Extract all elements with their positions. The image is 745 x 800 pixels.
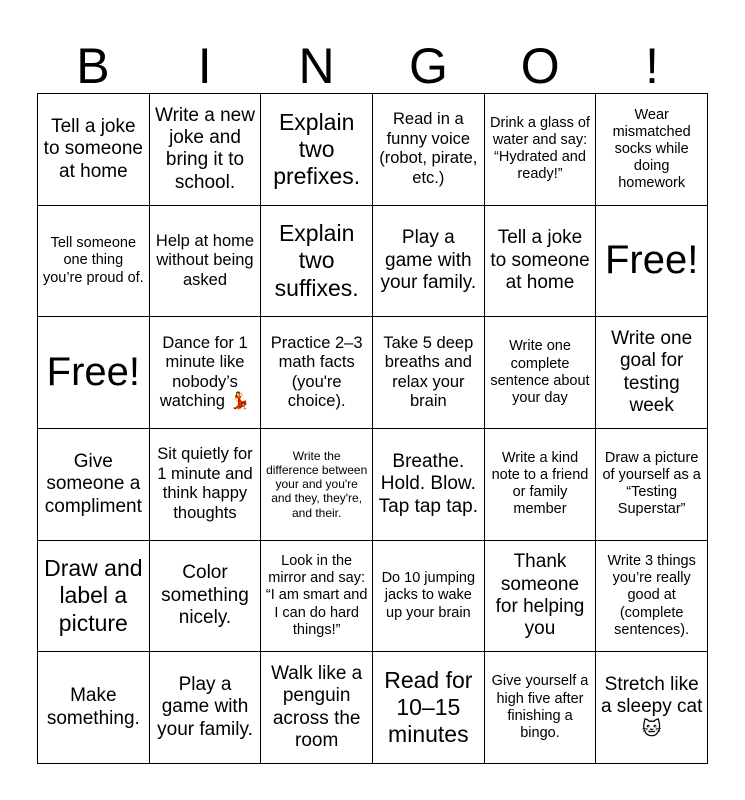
bingo-cell [150,652,262,764]
bingo-cell [38,429,150,541]
cell-text: Write 3 things you’re really good at (complete sentences). [607,553,696,638]
cell-text: Read in a funny voice (robot, pirate, etc.) [379,110,478,187]
cell-text: Color something nicely. [161,562,249,629]
cell-text: Wear mismatched socks while doing homework [612,106,691,191]
bingo-cell [150,317,262,429]
bingo-cell [485,429,597,541]
cell-text: Tell someone one thing you’re proud of. [42,235,144,286]
bingo-cell [596,317,708,429]
bingo-cell [261,206,373,318]
bingo-cell [373,541,485,653]
cell-text: Drink a glass of water and say: “Hydrated and ready!” [490,115,590,183]
cell-text: Explain two prefixes. [273,108,361,189]
bingo-cell [261,652,373,764]
bingo-cell [38,541,150,653]
cell-text: Explain two suffixes. [274,220,359,301]
bingo-cell [261,541,373,653]
cell-text: Give someone a compliment [44,450,142,517]
free-space-text: Free! [46,350,140,395]
bingo-cell [596,652,708,764]
free-space-cell [38,317,150,429]
cell-text: Read for 10–15 minutes [384,666,473,748]
title-letter-g: G [408,38,448,94]
cell-text: Write a kind note to a friend or family member [491,450,589,518]
title-letter-b: B [76,38,110,94]
bingo-cell [38,652,150,764]
title-letter-n: N [298,38,335,94]
bingo-cell [373,429,485,541]
bingo-cell [38,206,150,318]
bingo-cell [485,94,597,206]
bingo-cell [485,541,597,653]
bingo-cell [485,317,597,429]
bingo-cell [596,94,708,206]
bingo-cell [261,429,373,541]
free-space-text: Free! [604,238,699,283]
cell-text: Write one complete sentence about your day [490,338,590,406]
cell-text: Play a game with your family. [157,674,253,740]
cell-text: Do 10 jumping jacks to wake up your brain [381,570,476,621]
cell-text: Breathe. Hold. Blow. Tap tap tap. [378,450,478,517]
bingo-cell [150,429,262,541]
cell-text: Play a game with your family. [380,227,477,294]
bingo-cell [373,94,485,206]
cell-text: Sit quietly for 1 minute and think happy thoughts [157,445,253,522]
cell-text: Tell a joke to someone at home [490,227,590,294]
title-letter-exclamation: ! [645,38,660,94]
bingo-cell [373,317,485,429]
cell-text: Stretch like a sleepy cat 🐱 [600,674,703,740]
cell-text: Write the difference between your and you're and they, they're, and their. [266,448,368,520]
bingo-cell [485,652,597,764]
cell-text: Tell a joke to someone at home [43,115,143,182]
cell-text: Write one goal for testing week [611,327,693,417]
cell-text: Give yourself a high five after finishing a bingo. [491,673,589,741]
cell-text: Make something. [46,685,140,729]
cell-text: Dance for 1 minute like nobody’s watching 💃 [159,333,251,411]
bingo-cell [596,429,708,541]
cell-text: Walk like a penguin across the room [271,662,363,752]
bingo-cell [596,541,708,653]
bingo-cell [150,206,262,318]
cell-text: Draw and label a picture [44,555,143,636]
bingo-cell [485,206,597,318]
bingo-title [37,38,708,94]
cell-text: Write a new joke and bring it to school. [155,104,255,193]
title-letter-o: O [520,38,560,94]
free-space-cell [596,206,708,318]
bingo-cell [373,206,485,318]
cell-text: Draw a picture of yourself as a “Testing Superstar” [602,450,701,518]
cell-text: Help at home without being asked [155,231,255,289]
bingo-cell [261,317,373,429]
cell-text: Look in the mirror and say: “I am smart and I can do hard things!” [265,553,368,638]
cell-text: Take 5 deep breaths and relax your brain [383,333,474,411]
cell-text: Practice 2–3 math facts (you're choice). [270,333,363,411]
bingo-board [37,93,708,764]
bingo-cell [261,94,373,206]
bingo-cell [150,541,262,653]
bingo-cell [150,94,262,206]
title-letter-i: I [197,38,212,94]
cell-text: Thank someone for helping you [495,551,585,640]
bingo-cell [38,94,150,206]
bingo-cell [373,652,485,764]
